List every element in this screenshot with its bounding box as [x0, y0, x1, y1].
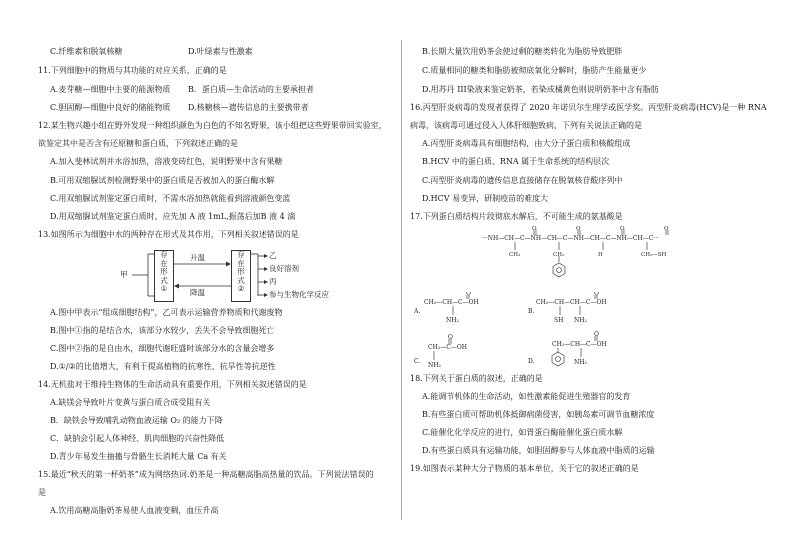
box1-char: 存: [160, 250, 168, 259]
q11-option-a: A.麦芽糖—细胞中主要的能源物质: [50, 85, 171, 94]
q15-option-b: B.长期大量饮用奶茶会使过剩的糖类转化为脂肪导致肥胖: [422, 47, 623, 56]
q17-option-d-label: D.: [528, 358, 535, 365]
q17-stem: 17.下列蛋白质结构片段彻底水解后，不可能生成的氨基酸是: [410, 212, 623, 221]
q14-option-a: A.缺镁会导致叶片变黄与蛋白质合成受阻有关: [50, 398, 211, 407]
q13-option-b: B.图中①指的是结合水，该部分水较少，丢失不会导致细胞死亡: [50, 326, 275, 335]
box2-char: 式: [237, 275, 245, 285]
q16-stem-line2: 病毒，该病毒可通过侵入人体肝细胞致病，下列有关说法正确的是: [410, 121, 642, 130]
box1-char: ①: [160, 284, 168, 293]
label-bing: 丙: [269, 277, 277, 286]
amino-acid-d-structure: [538, 330, 628, 374]
q17-option-a-label: A.: [414, 308, 421, 315]
svg-text:O: O: [466, 292, 471, 297]
svg-text:O: O: [532, 226, 537, 232]
svg-text:CH₃—CH—CH—C—OH: CH₃—CH—CH—C—OH: [536, 299, 607, 306]
storage-form-1-box: [154, 250, 174, 302]
svg-text:NH₂: NH₂: [428, 362, 441, 369]
svg-text:CH₂: CH₂: [553, 252, 565, 258]
label-solvent: 良好溶剂: [269, 264, 299, 273]
svg-text:O: O: [620, 226, 625, 232]
label-jia: 甲: [120, 270, 128, 279]
q13-option-d: D.①/②的比值增大，有利于提高植物的抗寒性、抗旱性等抗逆性: [50, 362, 276, 371]
q18-stem: 18.下列关于蛋白质的叙述，正确的是: [410, 374, 543, 383]
water-forms-diagram: [118, 246, 348, 304]
q17-option-b-label: B.: [528, 308, 535, 315]
q10-option-d: D.叶绿素与性激素: [188, 47, 253, 56]
q15-stem-line1: 15.最近“秋天的第一杯奶茶”成为网络热词.奶茶是一种高糖高脂高热量的饮品。下列说法错误的: [38, 470, 374, 479]
q14-option-c: C．缺钠会引起人体神经、肌肉细胞的兴奋性降低: [50, 434, 225, 443]
svg-text:CH₃: CH₃: [509, 252, 521, 258]
q15-stem-line2: 是: [38, 488, 46, 497]
svg-text:···NH—CH—C—NH—CH—C—NH—CH—C—NH—: ···NH—CH—C—NH—CH—C—NH—CH—C—NH—CH—C···: [482, 235, 660, 242]
label-up: 升温: [190, 253, 205, 262]
q16-option-c: C.丙型肝炎病毒的遗传信息直接储存在脱氧核苷酸序列中: [422, 176, 623, 185]
svg-text:O: O: [448, 334, 453, 341]
svg-text:CH₂—SH: CH₂—SH: [641, 252, 667, 258]
q18-option-a: A.能调节机体的生命活动，如性激素能促进生殖器官的发育: [422, 392, 631, 401]
q16-option-d: D.HCV 易变异，研制疫苗的难度大: [422, 194, 549, 203]
amino-acid-b-structure: [536, 292, 636, 328]
q11-option-b: B．蛋白质—生命活动的主要承担者: [188, 85, 314, 94]
q16-option-b: B.HCV 中的蛋白质、RNA 属于生命系统的结构层次: [422, 157, 610, 166]
q15-option-a: A.饮用高糖高脂奶茶易使人血液变稠，血压升高: [50, 506, 219, 515]
q17-option-c-label: C.: [414, 358, 421, 365]
q15-option-d: D.用苏丹 III染液来鉴定奶茶，若染成橘黄色则说明奶茶中含有脂肪: [422, 85, 659, 94]
q11-stem: 11.下列细胞中的物质与其功能的对应关系，正确的是: [38, 66, 227, 75]
q13-stem: 13.如图所示为细胞中水的两种存在形式及其作用，下列相关叙述错误的是: [38, 230, 299, 239]
q11-option-c: C.胆固醇—细胞中良好的储能物质: [50, 103, 171, 112]
svg-text:CH₂—C—OH: CH₂—C—OH: [428, 344, 467, 351]
svg-text:O: O: [664, 226, 669, 232]
q13-option-c: C.图中②指的是自由水，细胞代谢旺盛时该部分水的含量会增多: [50, 344, 275, 353]
amino-acid-c-structure: [424, 334, 494, 374]
q18-option-d: D.有些蛋白质具有运输功能，如胆固醇参与人体血液中脂质的运输: [422, 446, 655, 455]
box2-char: 存: [237, 250, 245, 259]
q12-option-c: C.用双缩脲试剂鉴定蛋白质时，不需水浴加热就能看到溶液颜色变蓝: [50, 194, 291, 203]
column-divider: [401, 40, 402, 520]
svg-text:H: H: [598, 252, 603, 258]
q10-option-c: C.纤维素和脱氧核糖: [50, 47, 123, 56]
svg-text:NH₂: NH₂: [446, 317, 459, 324]
amino-acid-a-structure: [424, 292, 504, 328]
box1-char: 式: [160, 275, 168, 285]
q11-option-d: D.核糖核—遗传信息的主要携带者: [188, 103, 309, 112]
label-yi: 乙: [269, 251, 277, 260]
q12-option-a: A.加入斐林试剂并水浴加热，溶液变砖红色，说明野果中含有果糖: [50, 157, 283, 166]
svg-text:O: O: [594, 292, 599, 297]
svg-text:NH₂: NH₂: [574, 359, 587, 366]
q15-option-c: C.质量相同的糖类和脂肪被彻底氧化分解时，脂肪产生能量更少: [422, 66, 647, 75]
svg-text:NH₂: NH₂: [574, 317, 587, 324]
peptide-fragment-structure: [482, 226, 682, 284]
q12-option-d: D.用双缩脲试剂鉴定蛋白质时，应先加 A 液 1mL,振荡后加B 液 4 滴: [50, 212, 296, 221]
svg-text:O: O: [576, 226, 581, 232]
svg-text:SH: SH: [554, 317, 564, 324]
q16-option-a: A.丙型肝炎病毒具有细胞结构，由大分子蛋白质和核酸组成: [422, 139, 631, 148]
q19-stem: 19.如图表示某种大分子物质的基本单位，关于它的叙述正确的是: [410, 464, 639, 473]
q12-stem-line1: 12.某生物兴趣小组在野外发现一种组织颜色为白色的不知名野果，该小组把这些野果带回实验室，: [38, 121, 387, 130]
box2-char: 在: [237, 258, 245, 268]
label-reaction: 参与生物化学反应: [269, 290, 329, 299]
box2-char: ②: [237, 284, 245, 293]
q18-option-b: B.有些蛋白质可帮助机体抵御病菌侵害，如胰岛素可调节血糖浓度: [422, 410, 655, 419]
q14-stem: 14.无机盐对于维持生物体的生命活动具有重要作用，下列相关叙述错误的是: [38, 380, 307, 389]
svg-text:CH₃—CH—C—OH: CH₃—CH—C—OH: [424, 299, 479, 306]
svg-text:CH₂—CH—C—OH: CH₂—CH—C—OH: [552, 341, 607, 348]
box1-char: 形: [160, 267, 168, 276]
svg-text:O: O: [594, 331, 599, 338]
q12-option-b: B.可用双缩脲试剂检测野果中的蛋白质是否被加入的蛋白酶水解: [50, 176, 275, 185]
q14-option-b: B．缺铁会导致哺乳动物血液运输 O₂ 的能力下降: [50, 416, 223, 425]
q12-stem-line2: 欲鉴定其中是否含有还原糖和蛋白质，下列叙述正确的是: [38, 139, 238, 148]
q18-option-c: C.能催化化学反应的进行，如胃蛋白酶能催化蛋白质水解: [422, 428, 623, 437]
label-down: 降温: [190, 288, 205, 297]
q13-option-a: A.图中甲表示“组成细胞结构”，乙可表示运输营养物质和代谢废物: [50, 308, 283, 317]
box2-char: 形: [237, 267, 245, 276]
q14-option-d: D.青少年易发生抽搐与骨骼生长消耗大量 Ca 有关: [50, 452, 227, 461]
q16-stem-line1: 16.丙型肝炎病毒的发现者获得了 2020 年诺贝尔生理学或医学奖。丙型肝炎病毒(HCV)是一种 RNA: [410, 103, 767, 112]
box1-char: 在: [160, 258, 168, 268]
storage-form-2-box: [231, 250, 251, 302]
